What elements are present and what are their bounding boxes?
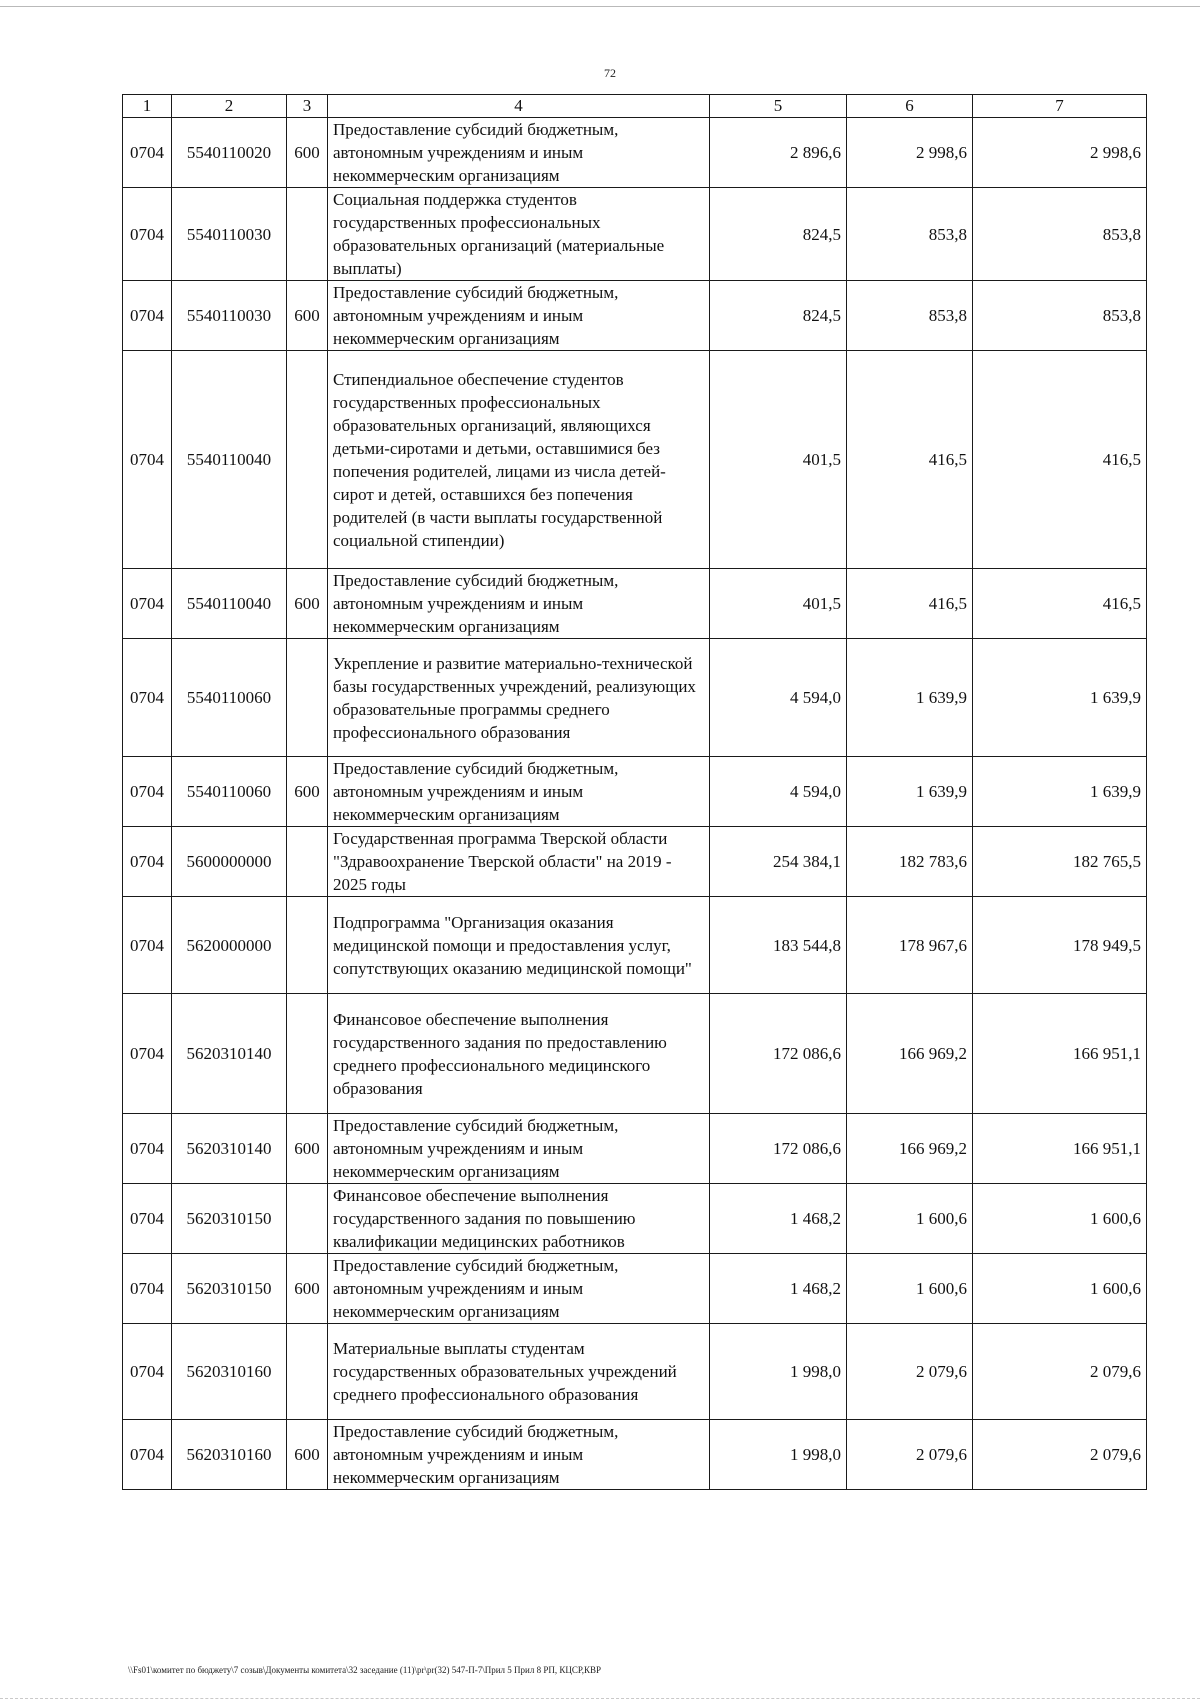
amount-col7-cell: 1 600,6 [973,1184,1147,1254]
expense-type-cell [287,351,328,569]
description-cell: Финансовое обеспечение выполнения государственного задания по повышению квалификации медицинских работников [328,1184,710,1254]
section-code-cell: 0704 [123,1420,172,1490]
expense-type-cell: 600 [287,281,328,351]
section-code-cell: 0704 [123,569,172,639]
expense-type-cell [287,1324,328,1420]
description-cell: Социальная поддержка студентов государственных профессиональных образовательных организаций (материальные выплаты) [328,188,710,281]
section-code-cell: 0704 [123,1324,172,1420]
section-code-cell: 0704 [123,639,172,757]
target-article-cell: 5620310160 [172,1324,287,1420]
expense-type-cell: 600 [287,569,328,639]
description-cell: Предоставление субсидий бюджетным, автономным учреждениям и иным некоммерческим организациям [328,1420,710,1490]
amount-col6-cell: 2 079,6 [847,1420,973,1490]
target-article-cell: 5620310150 [172,1254,287,1324]
table-row [123,1254,1147,1324]
amount-col5-cell: 824,5 [710,281,847,351]
description-cell: Подпрограмма "Организация оказания медицинской помощи и предоставления услуг, сопутствующих оказанию медицинской помощи" [328,897,710,994]
expense-type-cell [287,994,328,1114]
amount-col5-cell: 1 468,2 [710,1184,847,1254]
description-cell: Предоставление субсидий бюджетным, автономным учреждениям и иным некоммерческим организациям [328,757,710,827]
table-row [123,757,1147,827]
column-number-row [123,95,1147,118]
section-code-cell: 0704 [123,281,172,351]
description-cell: Предоставление субсидий бюджетным, автономным учреждениям и иным некоммерческим организациям [328,569,710,639]
table-row [123,994,1147,1114]
target-article-cell: 5620310150 [172,1184,287,1254]
amount-col7-cell: 416,5 [973,351,1147,569]
expense-type-cell [287,1184,328,1254]
table-row [123,1420,1147,1490]
column-header: 6 [847,95,973,118]
amount-col7-cell: 166 951,1 [973,1114,1147,1184]
target-article-cell: 5540110060 [172,639,287,757]
amount-col6-cell: 182 783,6 [847,827,973,897]
expense-type-cell [287,897,328,994]
table-row [123,569,1147,639]
amount-col7-cell: 1 639,9 [973,639,1147,757]
expense-type-cell [287,188,328,281]
amount-col7-cell: 853,8 [973,281,1147,351]
amount-col6-cell: 2 079,6 [847,1324,973,1420]
amount-col7-cell: 2 079,6 [973,1324,1147,1420]
table-row [123,827,1147,897]
amount-col6-cell: 1 639,9 [847,757,973,827]
amount-col6-cell: 1 600,6 [847,1184,973,1254]
footer-file-path: \\Fs01\комитет по бюджету\7 созыв\Документы комитета\32 заседание (11)\pr\pr(32) 547-П-7\Прил 5 Прил 8 РП, КЦСР,КВР [128,1665,601,1675]
expense-type-cell: 600 [287,1420,328,1490]
expense-type-cell: 600 [287,1114,328,1184]
amount-col7-cell: 166 951,1 [973,994,1147,1114]
section-code-cell: 0704 [123,897,172,994]
table-row [123,639,1147,757]
table-row [123,118,1147,188]
description-cell: Материальные выплаты студентам государственных образовательных учреждений среднего профессионального образования [328,1324,710,1420]
description-cell: Финансовое обеспечение выполнения государственного задания по предоставлению среднего профессионального медицинского образования [328,994,710,1114]
top-scan-rule [0,6,1200,7]
amount-col6-cell: 166 969,2 [847,994,973,1114]
amount-col5-cell: 1 998,0 [710,1420,847,1490]
amount-col7-cell: 416,5 [973,569,1147,639]
amount-col6-cell: 853,8 [847,281,973,351]
amount-col7-cell: 1 639,9 [973,757,1147,827]
amount-col7-cell: 2 079,6 [973,1420,1147,1490]
target-article-cell: 5540110020 [172,118,287,188]
amount-col7-cell: 182 765,5 [973,827,1147,897]
description-cell: Государственная программа Тверской области "Здравоохранение Тверской области" на 2019 - 2025 годы [328,827,710,897]
amount-col6-cell: 853,8 [847,188,973,281]
target-article-cell: 5540110040 [172,351,287,569]
target-article-cell: 5620310140 [172,994,287,1114]
amount-col6-cell: 178 967,6 [847,897,973,994]
amount-col5-cell: 401,5 [710,351,847,569]
target-article-cell: 5540110040 [172,569,287,639]
section-code-cell: 0704 [123,351,172,569]
amount-col7-cell: 853,8 [973,188,1147,281]
table-row [123,188,1147,281]
description-cell: Предоставление субсидий бюджетным, автономным учреждениям и иным некоммерческим организациям [328,118,710,188]
description-cell: Стипендиальное обеспечение студентов государственных профессиональных образовательных организаций, являющихся детьми-сиротами и детьми, оставшимися без попечения родителей, лицами из числа детей-сирот и детей, оставшихся без попечения родителей (в части выплаты государственной социальной стипендии) [328,351,710,569]
description-cell: Предоставление субсидий бюджетным, автономным учреждениям и иным некоммерческим организациям [328,1254,710,1324]
section-code-cell: 0704 [123,994,172,1114]
section-code-cell: 0704 [123,1114,172,1184]
amount-col5-cell: 254 384,1 [710,827,847,897]
column-header: 7 [973,95,1147,118]
column-header: 3 [287,95,328,118]
target-article-cell: 5620310140 [172,1114,287,1184]
column-header: 4 [328,95,710,118]
amount-col6-cell: 1 639,9 [847,639,973,757]
amount-col5-cell: 1 468,2 [710,1254,847,1324]
amount-col5-cell: 1 998,0 [710,1324,847,1420]
expense-type-cell: 600 [287,757,328,827]
amount-col5-cell: 4 594,0 [710,639,847,757]
table-row [123,1114,1147,1184]
description-cell: Укрепление и развитие материально-технической базы государственных учреждений, реализующих образовательные программы среднего профессионального образования [328,639,710,757]
amount-col5-cell: 172 086,6 [710,1114,847,1184]
amount-col6-cell: 166 969,2 [847,1114,973,1184]
target-article-cell: 5620310160 [172,1420,287,1490]
table-row [123,351,1147,569]
budget-table [122,94,1147,1490]
page-number: 72 [604,66,616,80]
section-code-cell: 0704 [123,757,172,827]
section-code-cell: 0704 [123,188,172,281]
amount-col5-cell: 824,5 [710,188,847,281]
section-code-cell: 0704 [123,118,172,188]
table-row [123,281,1147,351]
amount-col5-cell: 2 896,6 [710,118,847,188]
amount-col6-cell: 1 600,6 [847,1254,973,1324]
target-article-cell: 5600000000 [172,827,287,897]
table-row [123,1184,1147,1254]
amount-col5-cell: 401,5 [710,569,847,639]
target-article-cell: 5620000000 [172,897,287,994]
table-row [123,897,1147,994]
bottom-scan-rule [0,1698,1200,1699]
expense-type-cell [287,639,328,757]
amount-col5-cell: 183 544,8 [710,897,847,994]
column-header: 1 [123,95,172,118]
amount-col7-cell: 1 600,6 [973,1254,1147,1324]
description-cell: Предоставление субсидий бюджетным, автономным учреждениям и иным некоммерческим организациям [328,281,710,351]
amount-col5-cell: 4 594,0 [710,757,847,827]
amount-col7-cell: 178 949,5 [973,897,1147,994]
amount-col7-cell: 2 998,6 [973,118,1147,188]
amount-col6-cell: 2 998,6 [847,118,973,188]
amount-col6-cell: 416,5 [847,351,973,569]
target-article-cell: 5540110030 [172,281,287,351]
description-cell: Предоставление субсидий бюджетным, автономным учреждениям и иным некоммерческим организациям [328,1114,710,1184]
expense-type-cell: 600 [287,118,328,188]
target-article-cell: 5540110030 [172,188,287,281]
expense-type-cell: 600 [287,1254,328,1324]
target-article-cell: 5540110060 [172,757,287,827]
section-code-cell: 0704 [123,827,172,897]
section-code-cell: 0704 [123,1184,172,1254]
column-header: 5 [710,95,847,118]
column-header: 2 [172,95,287,118]
amount-col6-cell: 416,5 [847,569,973,639]
expense-type-cell [287,827,328,897]
section-code-cell: 0704 [123,1254,172,1324]
amount-col5-cell: 172 086,6 [710,994,847,1114]
table-row [123,1324,1147,1420]
